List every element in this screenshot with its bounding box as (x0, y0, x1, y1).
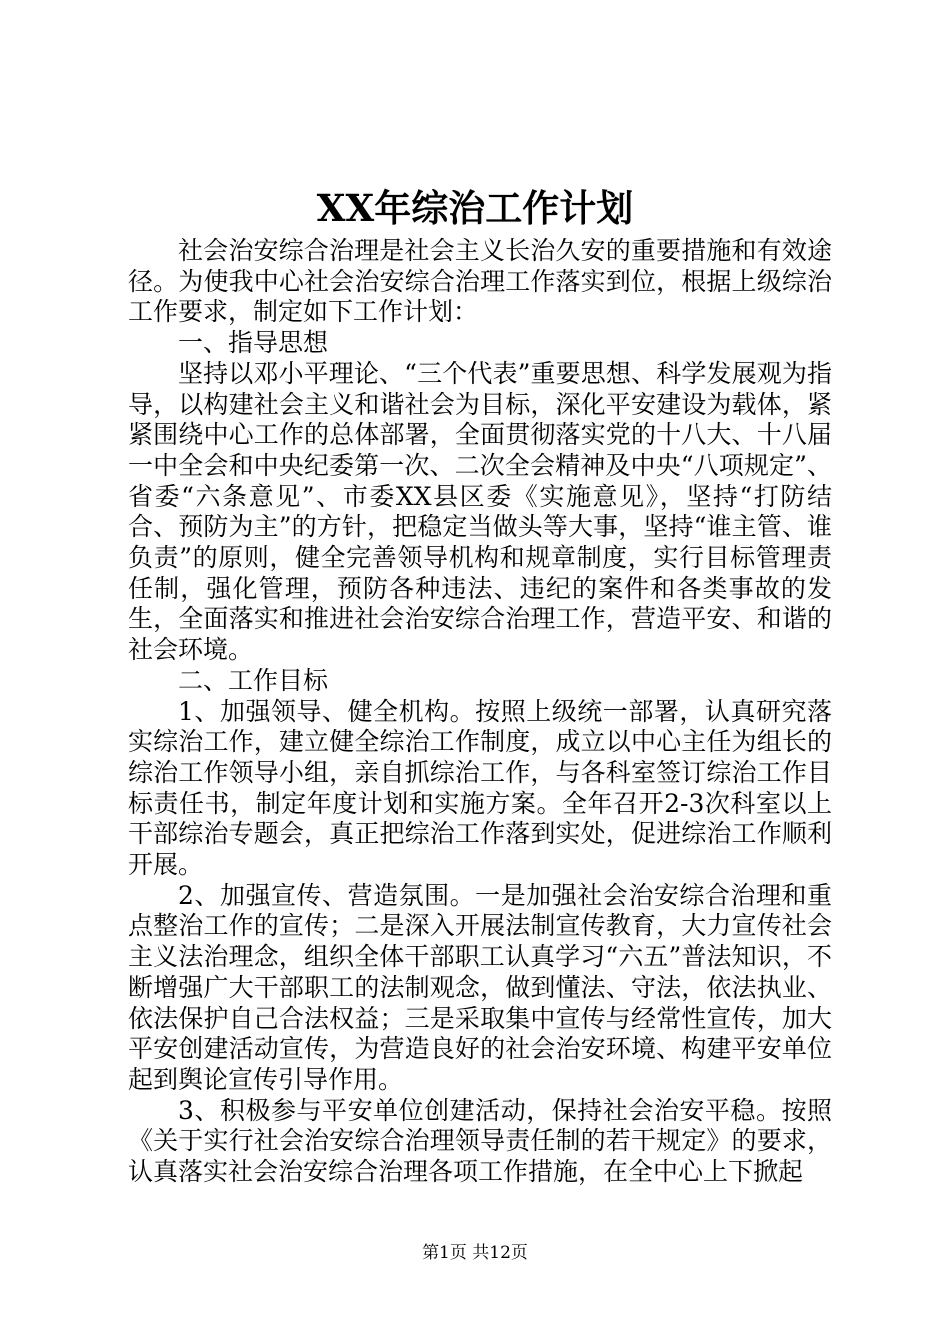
guiding-ideology-paragraph: 坚持以邓小平理论、“三个代表”重要思想、科学发展观为指导，以构建社会主义和谐社会为目标，深化平安建设为载体，紧紧围绕中心工作的总体部署，全面贯彻落实党的十八大、十八届一中全会和中央纪委第一次、二次全会精神及中央“八项规定”、省委“六条意见”、市委XX县区委《实施意见》，坚持“打防结合、预防为主”的方针，把稳定当做头等大事，坚持“谁主管、谁负责”的原则，健全完善领导机构和规章制度，实行目标管理责任制，强化管理，预防各种违法、违纪的案件和各类事故的发生，全面落实和推进社会治安综合治理工作，营造平安、和谐的社会环境。 (128, 358, 832, 665)
section-heading-guiding-ideology: 一、指导思想 (178, 328, 329, 358)
intro-paragraph: 社会治安综合治理是社会主义长治久安的重要措施和有效途径。为使我中心社会治安综合治理工作落实到位，根据上级综治工作要求，制定如下工作计划： (128, 236, 832, 327)
document-body (128, 236, 832, 1188)
work-goal-item-2: 2、加强宣传、营造氛围。一是加强社会治安综合治理和重点整治工作的宣传；二是深入开展法制宣传教育，大力宣传社会主义法治理念，组织全体干部职工认真学习“六五”普法知识，不断增强广大干部职工的法制观念，做到懂法、守法，依法执业、依法保护自己合法权益；三是采取集中宣传与经常性宣传，加大平安创建活动宣传，为营造良好的社会治安环境、构建平安单位起到舆论宣传引导作用。 (128, 880, 832, 1094)
work-goal-item-1: 1、加强领导、健全机构。按照上级统一部署，认真研究落实综治工作，建立健全综治工作制度，成立以中心主任为组长的综治工作领导小组，亲自抓综治工作，与各科室签订综治工作目标责任书，制定年度计划和实施方案。全年召开2-3次科室以上干部综治专题会，真正把综治工作落到实处，促进综治工作顺利开展。 (128, 696, 832, 880)
work-goal-item-3: 3、积极参与平安单位创建活动，保持社会治安平稳。按照《关于实行社会治安综合治理领导责任制的若干规定》的要求，认真落实社会治安综合治理各项工作措施，在全中心上下掀起 (128, 1095, 832, 1187)
section-heading-work-goals: 二、工作目标 (178, 665, 329, 695)
page-number-footer: 第1页 共12页 (422, 1243, 528, 1263)
document-title: XX年综治工作计划 (316, 186, 634, 230)
